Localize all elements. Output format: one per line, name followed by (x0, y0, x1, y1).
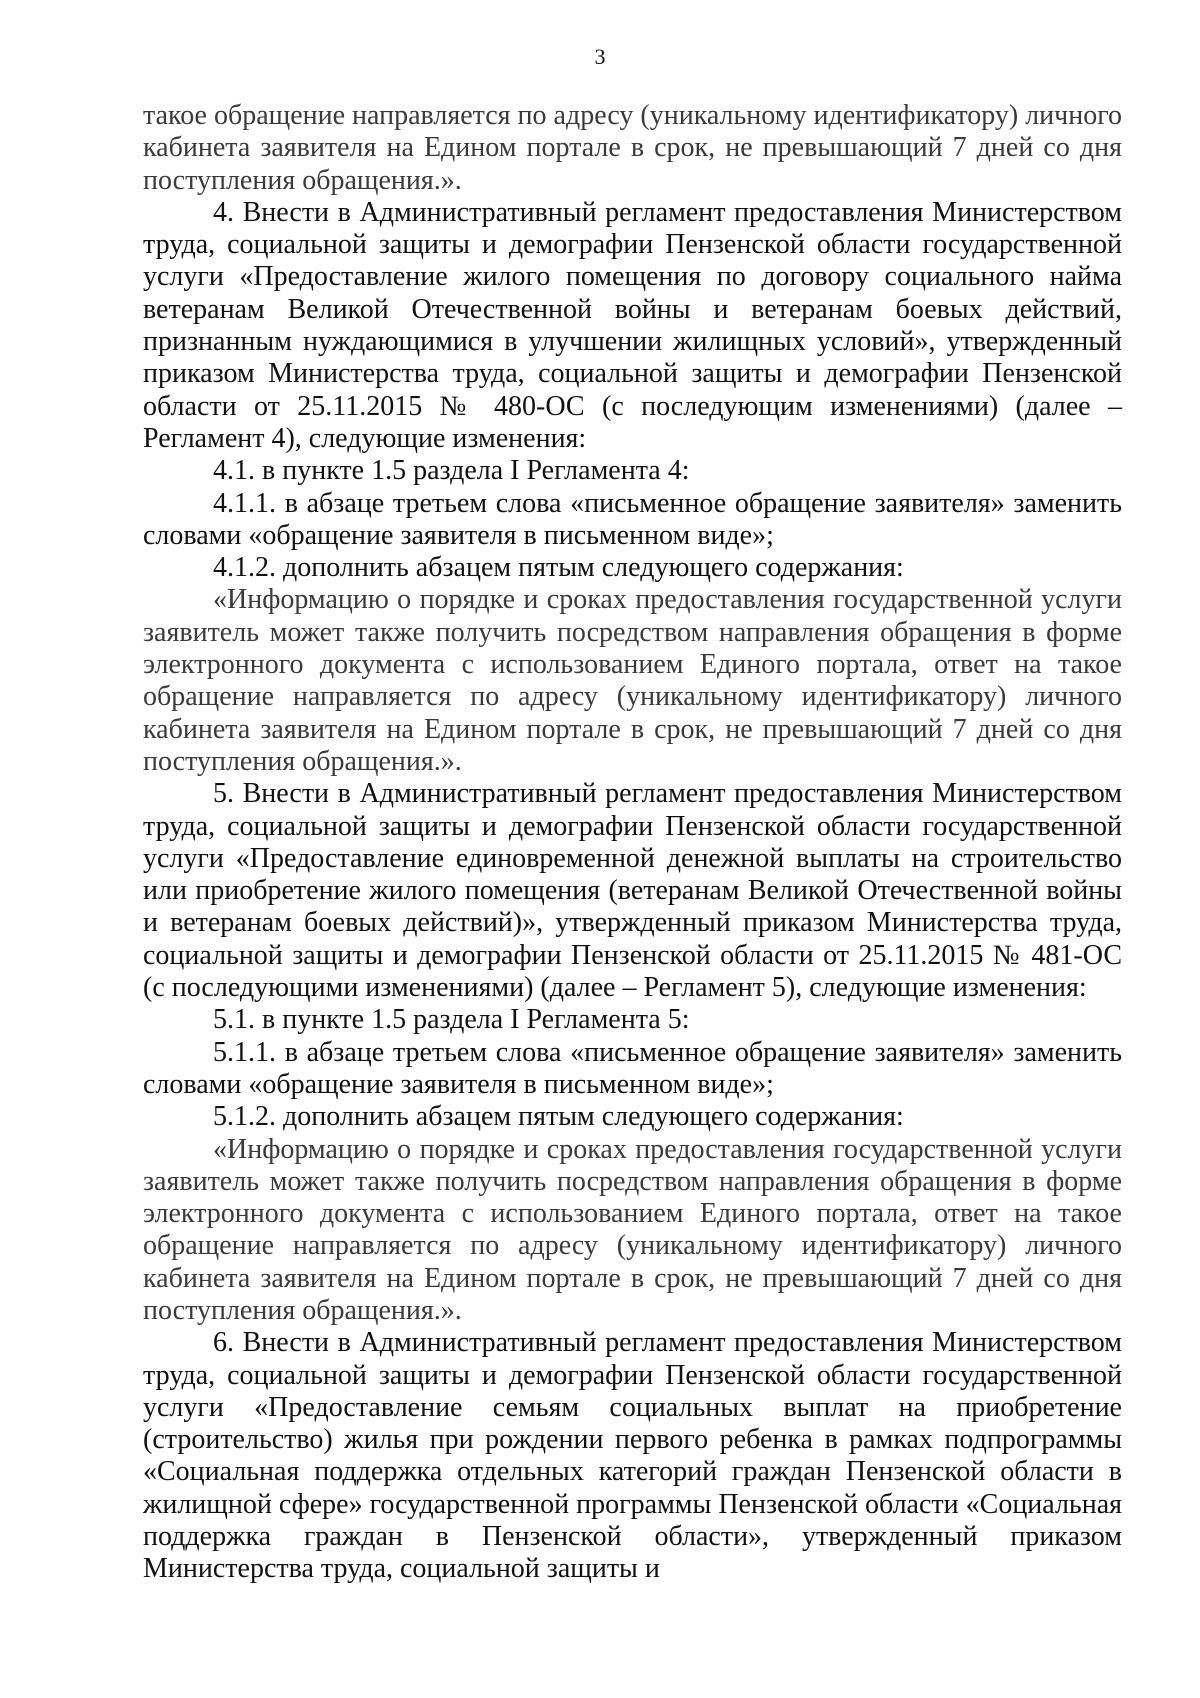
paragraph: такое обращение направляется по адресу (уникальному идентификатору) личного кабинета заявителя на Едином портале в срок, не превышающий 7 дней со дня поступления обращения.». (143, 100, 1122, 196)
page-number: 3 (594, 44, 606, 69)
paragraph: 4.1.2. дополнить абзацем пятым следующего содержания: (213, 552, 904, 584)
paragraph: 4.1.1. в абзаце третьем слова «письменное обращение заявителя» заменить словами «обращение заявителя в письменном виде»; (143, 487, 1122, 551)
paragraph: «Информацию о порядке и сроках предоставления государственной услуги заявитель может также получить посредством направления обращения в форме электронного документа с использованием Единого портала, ответ на такое обращение направляется по адресу (уникальному идентификатору) личного кабинета заявителя на Едином портале в срок, не превышающий 7 дней со дня поступления обращения.». (143, 584, 1122, 777)
document-body (143, 100, 1122, 1586)
paragraph: «Информацию о порядке и сроках предоставления государственной услуги заявитель может также получить посредством направления обращения в форме электронного документа с использованием Единого портала, ответ на такое обращение направляется по адресу (уникальному идентификатору) личного кабинета заявителя на Едином портале в срок, не превышающий 7 дней со дня поступления обращения.». (143, 1133, 1122, 1326)
paragraph: 4. Внести в Административный регламент предоставления Министерством труда, социальной защиты и демографии Пензенской области государственной услуги «Предоставление жилого помещения по договору социального найма ветеранам Великой Отечественной войны и ветеранам боевых действий, признанным нуждающимися в улучшении жилищных условий», утвержденный приказом Министерства труда, социальной защиты и демографии Пензенской области от 25.11.2015 № 480-ОС (с последующим изменениями) (далее – Регламент 4), следующие изменения: (143, 196, 1122, 454)
paragraph: 6. Внести в Административный регламент предоставления Министерством труда, социальной защиты и демографии Пензенской области государственной услуги «Предоставление семьям социальных выплат на приобретение (строительство) жилья при рождении первого ребенка в рамках подпрограммы «Социальная поддержка отдельных категорий граждан Пензенской области в жилищной сфере» государственной программы Пензенской области «Социальная поддержка граждан в Пензенской области», утвержденный приказом Министерства труда, социальной защиты и (143, 1327, 1122, 1585)
paragraph: 4.1. в пункте 1.5 раздела I Регламента 4: (213, 455, 690, 487)
paragraph: 5.1.1. в абзаце третьем слова «письменное обращение заявителя» заменить словами «обращение заявителя в письменном виде»; (143, 1036, 1122, 1100)
paragraph: 5.1.2. дополнить абзацем пятым следующего содержания: (213, 1101, 904, 1133)
paragraph: 5. Внести в Административный регламент предоставления Министерством труда, социальной защиты и демографии Пензенской области государственной услуги «Предоставление единовременной денежной выплаты на строительство или приобретение жилого помещения (ветеранам Великой Отечественной войны и ветеранам боевых действий)», утвержденный приказом Министерства труда, социальной защиты и демографии Пензенской области от 25.11.2015 № 481-ОС (с последующими изменениями) (далее – Регламент 5), следующие изменения: (143, 778, 1122, 1004)
paragraph: 5.1. в пункте 1.5 раздела I Регламента 5: (213, 1004, 690, 1036)
